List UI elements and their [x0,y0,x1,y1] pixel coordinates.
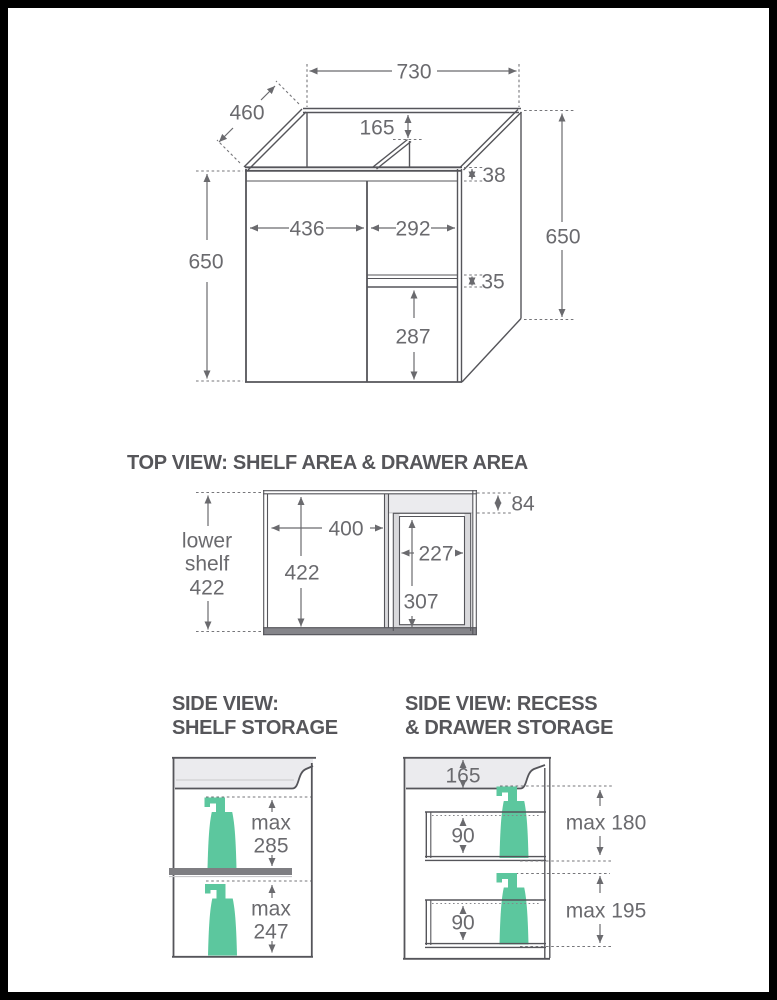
dim-top-rail [464,164,506,187]
svg-text:90: 90 [451,824,475,848]
bottle-icon [205,884,237,956]
svg-text:287: 287 [395,325,431,349]
bottle-icon [497,787,529,859]
svg-text:650: 650 [188,250,224,274]
dim-max-lower [251,885,291,953]
svg-text:max: max [251,811,291,835]
dim-recess-depth [359,115,424,140]
dim-height-right [524,111,581,320]
side-drawer-title-1: SIDE VIEW: RECESS [405,693,598,715]
svg-text:307: 307 [403,590,439,614]
dim-drawer-inner-width [402,543,464,566]
svg-text:285: 285 [253,834,289,858]
bottle-icon [497,873,529,945]
top-view-title: TOP VIEW: SHELF AREA & DRAWER AREA [127,452,528,474]
svg-text:35: 35 [481,270,505,294]
dim-recess-height [445,760,480,788]
svg-text:400: 400 [328,517,364,541]
side-shelf-title-1: SIDE VIEW: [172,693,279,715]
dim-depth [217,81,299,163]
isometric-view [188,61,580,383]
shelf-bar [169,868,292,875]
svg-text:90: 90 [451,911,475,935]
svg-text:650: 650 [545,225,581,249]
dim-max-195 [520,876,646,947]
svg-text:460: 460 [229,101,265,125]
dim-recess-depth-plan [477,493,535,516]
svg-text:292: 292 [395,217,431,241]
side-drawer-title-2: & DRAWER STORAGE [405,717,614,739]
dim-lower-shelf [182,493,262,632]
dim-drawer-inner-depth [403,520,438,627]
svg-text:165: 165 [359,116,395,140]
svg-text:730: 730 [396,60,432,84]
dim-drawer-width [371,218,455,241]
svg-text:165: 165 [445,764,481,788]
dim-shelf-depth [284,497,319,627]
svg-text:38: 38 [482,164,506,187]
svg-text:247: 247 [253,920,289,944]
dim-door-width [250,218,364,241]
svg-text:422: 422 [189,576,225,600]
dim-upper-drawer-height [451,818,474,853]
top-view [127,452,535,635]
dim-shelf-width [272,518,384,541]
svg-text:max 180: max 180 [565,811,647,835]
svg-text:84: 84 [511,492,535,516]
side-view-drawer [403,693,646,960]
dim-max-upper [251,800,291,866]
recess-shaded-area [389,494,473,514]
dim-drawer-gap [464,271,505,294]
side-view-shelf [169,693,338,958]
countertop [174,759,313,789]
dim-height-left [188,171,243,381]
svg-text:max: max [251,897,291,921]
svg-text:436: 436 [289,217,325,241]
dim-top-width [307,61,519,108]
dim-max-180 [520,790,646,861]
svg-text:422: 422 [284,561,320,585]
back-wall [263,628,477,635]
svg-text:227: 227 [418,542,454,566]
dim-lower-drawer-height [451,906,474,940]
side-shelf-title-2: SHELF STORAGE [172,717,338,739]
svg-text:max 195: max 195 [565,899,647,923]
svg-text:shelf: shelf [184,552,230,576]
svg-text:lower: lower [181,529,233,553]
dim-drawer-front-height [395,291,430,380]
bottle-icon [205,798,237,870]
